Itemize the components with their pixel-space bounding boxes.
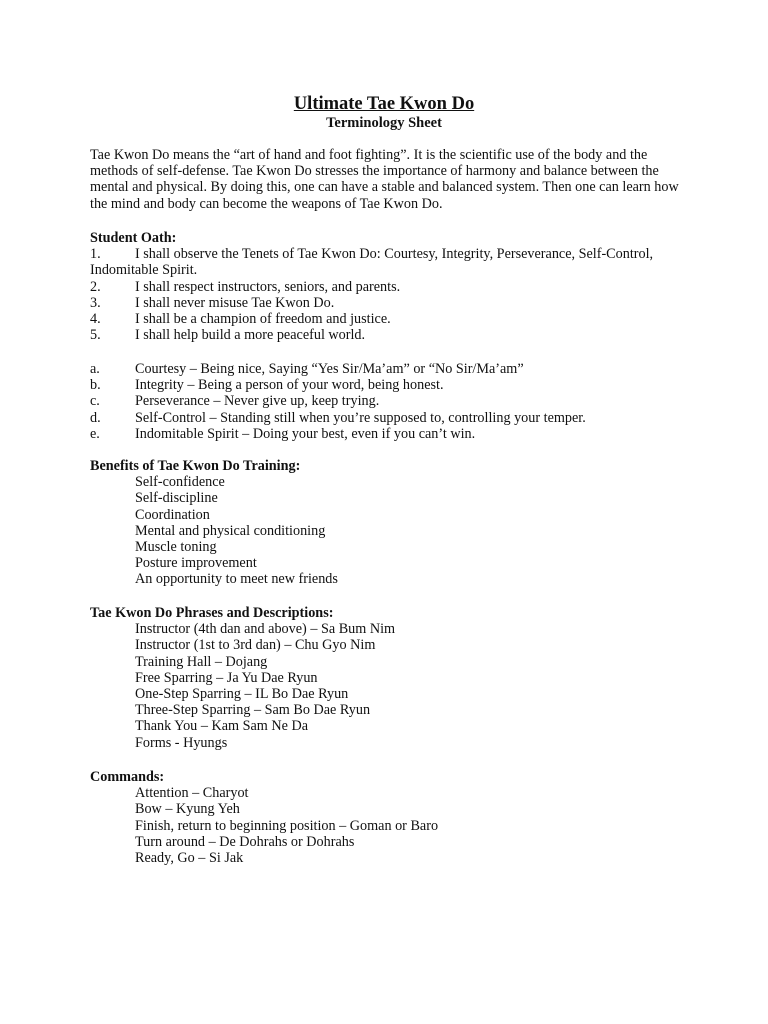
benefit-item: An opportunity to meet new friends xyxy=(135,571,338,588)
tenet-item xyxy=(90,377,680,393)
phrases-heading: Tae Kwon Do Phrases and Descriptions: xyxy=(90,605,334,621)
phrases-section xyxy=(90,605,680,751)
benefits-section xyxy=(90,458,680,588)
command-item: Attention – Charyot xyxy=(135,785,249,802)
tenet-item xyxy=(90,426,680,442)
oath-item-text: I shall never misuse Tae Kwon Do. xyxy=(135,294,335,311)
benefit-item: Coordination xyxy=(135,506,210,523)
page-subtitle: Terminology Sheet xyxy=(326,115,442,131)
oath-item xyxy=(90,246,680,278)
tenet-item-letter: a. xyxy=(90,361,100,377)
phrase-item: Forms - Hyungs xyxy=(135,734,228,751)
command-item: Finish, return to beginning position – Goman or Baro xyxy=(135,817,439,834)
tenet-item xyxy=(90,410,680,426)
oath-item-number: 2. xyxy=(90,278,101,295)
tenet-item-letter: b. xyxy=(90,377,101,394)
oath-item xyxy=(90,327,680,343)
student-oath-section xyxy=(90,230,680,343)
phrase-item: Thank You – Kam Sam Ne Da xyxy=(135,718,308,735)
command-item: Turn around – De Dohrahs or Dohrahs xyxy=(135,833,355,850)
oath-item-text: I shall be a champion of freedom and justice. xyxy=(135,311,391,328)
benefit-item: Muscle toning xyxy=(135,539,217,556)
student-oath-heading: Student Oath: xyxy=(90,230,177,246)
page-title: Ultimate Tae Kwon Do xyxy=(293,94,475,114)
phrase-item: Training Hall – Dojang xyxy=(135,653,268,670)
tenet-item-text: Self-Control – Standing still when you’re supposed to, controlling your temper. xyxy=(135,409,586,426)
oath-item xyxy=(90,311,680,327)
commands-heading: Commands: xyxy=(90,769,165,785)
benefit-item: Mental and physical conditioning xyxy=(135,522,326,539)
phrase-item: One-Step Sparring – IL Bo Dae Ryun xyxy=(135,686,349,703)
phrase-item: Three-Step Sparring – Sam Bo Dae Ryun xyxy=(135,702,371,719)
tenets-section xyxy=(90,361,680,442)
oath-item-number: 5. xyxy=(90,327,101,344)
oath-item-text: I shall help build a more peaceful world. xyxy=(135,327,366,344)
oath-item xyxy=(90,279,680,295)
oath-item xyxy=(90,295,680,311)
command-item: Ready, Go – Si Jak xyxy=(135,850,244,867)
benefits-heading: Benefits of Tae Kwon Do Training: xyxy=(90,458,301,474)
tenet-item-text: Indomitable Spirit – Doing your best, even if you can’t win. xyxy=(135,425,476,442)
tenet-item-letter: d. xyxy=(90,409,101,426)
tenet-item-letter: c. xyxy=(90,393,100,410)
tenet-item-text: Courtesy – Being nice, Saying “Yes Sir/Ma’am” or “No Sir/Ma’am” xyxy=(135,361,524,377)
tenet-item-text: Integrity – Being a person of your word, being honest. xyxy=(135,377,444,394)
benefit-item: Self-discipline xyxy=(135,490,218,507)
oath-item-text: I shall respect instructors, seniors, and parents. xyxy=(135,278,401,295)
benefit-item: Posture improvement xyxy=(135,555,257,572)
tenet-item-text: Perseverance – Never give up, keep trying. xyxy=(135,393,380,410)
command-item: Bow – Kyung Yeh xyxy=(135,801,240,818)
tenet-item-letter: e. xyxy=(90,425,100,442)
oath-item-number: 4. xyxy=(90,311,101,328)
tenet-item xyxy=(90,393,680,409)
intro-paragraph: Tae Kwon Do means the “art of hand and foot fighting”. It is the scientific use of the body and the methods of self-defense. Tae Kwon Do stresses the importance of harmony and balance between the mental and physical. By doing this, one can have a stable and balanced system. Then one can learn how the mind and body can become the weapons of Tae Kwon Do. xyxy=(90,147,679,212)
tenet-item xyxy=(90,361,680,377)
oath-item-number: 3. xyxy=(90,294,101,311)
phrase-item: Free Sparring – Ja Yu Dae Ryun xyxy=(135,669,318,686)
phrase-item: Instructor (4th dan and above) – Sa Bum Nim xyxy=(135,621,396,638)
phrase-item: Instructor (1st to 3rd dan) – Chu Gyo Nim xyxy=(135,637,376,654)
intro-section xyxy=(90,147,680,212)
commands-section xyxy=(90,769,680,866)
benefit-item: Self-confidence xyxy=(135,474,225,491)
oath-item-number: 1. xyxy=(90,246,101,263)
oath-item-text: I shall observe the Tenets of Tae Kwon Do: Courtesy, Integrity, Perseverance, Self-Control, Indomitable Spirit. xyxy=(90,246,654,279)
